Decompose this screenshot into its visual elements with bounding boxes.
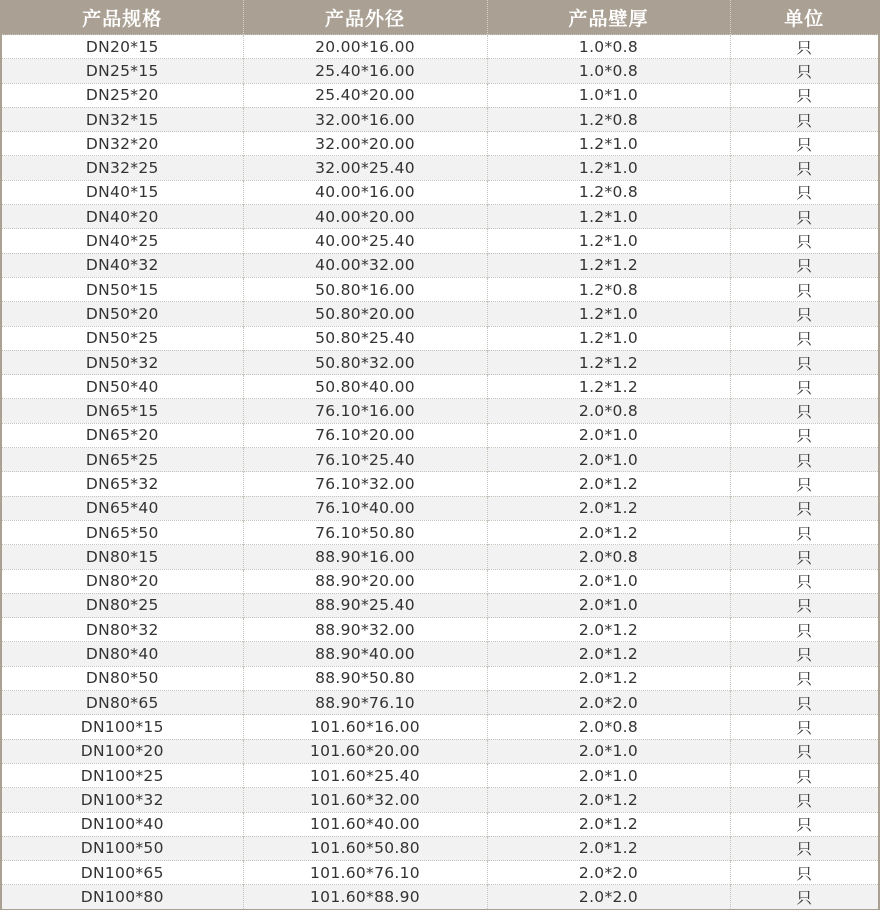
table-row <box>2 618 878 642</box>
cell-spec: DN100*40 <box>2 812 243 836</box>
cell-spec: DN100*50 <box>2 836 243 860</box>
cell-spec: DN50*20 <box>2 302 243 326</box>
header-unit: 单位 <box>730 0 878 35</box>
cell-unit: 只 <box>730 156 878 180</box>
cell-unit: 只 <box>730 59 878 83</box>
cell-outer-diameter: 101.60*25.40 <box>243 763 487 787</box>
table-row <box>2 691 878 715</box>
cell-outer-diameter: 76.10*20.00 <box>243 423 487 447</box>
cell-wall-thickness: 2.0*1.2 <box>487 618 730 642</box>
table-row <box>2 326 878 350</box>
table-row <box>2 763 878 787</box>
cell-spec: DN80*25 <box>2 593 243 617</box>
table-row <box>2 885 878 909</box>
table-row <box>2 59 878 83</box>
cell-outer-diameter: 76.10*25.40 <box>243 448 487 472</box>
cell-outer-diameter: 50.80*32.00 <box>243 350 487 374</box>
cell-outer-diameter: 101.60*76.10 <box>243 861 487 885</box>
cell-wall-thickness: 1.0*0.8 <box>487 59 730 83</box>
cell-spec: DN40*15 <box>2 180 243 204</box>
cell-unit: 只 <box>730 836 878 860</box>
cell-wall-thickness: 2.0*2.0 <box>487 691 730 715</box>
cell-outer-diameter: 50.80*40.00 <box>243 375 487 399</box>
cell-unit: 只 <box>730 253 878 277</box>
cell-spec: DN20*15 <box>2 35 243 59</box>
cell-unit: 只 <box>730 885 878 909</box>
cell-wall-thickness: 2.0*2.0 <box>487 861 730 885</box>
cell-spec: DN100*15 <box>2 715 243 739</box>
cell-unit: 只 <box>730 593 878 617</box>
table-row <box>2 375 878 399</box>
table-row <box>2 253 878 277</box>
cell-spec: DN100*32 <box>2 788 243 812</box>
cell-unit: 只 <box>730 618 878 642</box>
table-row <box>2 788 878 812</box>
cell-outer-diameter: 88.90*40.00 <box>243 642 487 666</box>
cell-wall-thickness: 2.0*1.2 <box>487 812 730 836</box>
table-row <box>2 156 878 180</box>
cell-wall-thickness: 2.0*0.8 <box>487 545 730 569</box>
cell-spec: DN32*20 <box>2 132 243 156</box>
cell-unit: 只 <box>730 229 878 253</box>
cell-spec: DN25*15 <box>2 59 243 83</box>
cell-outer-diameter: 50.80*20.00 <box>243 302 487 326</box>
table-row <box>2 715 878 739</box>
cell-spec: DN65*32 <box>2 472 243 496</box>
cell-wall-thickness: 2.0*1.0 <box>487 593 730 617</box>
cell-spec: DN40*25 <box>2 229 243 253</box>
cell-unit: 只 <box>730 180 878 204</box>
cell-unit: 只 <box>730 326 878 350</box>
cell-outer-diameter: 76.10*40.00 <box>243 496 487 520</box>
cell-wall-thickness: 1.0*0.8 <box>487 35 730 59</box>
header-outer-diameter: 产品外径 <box>243 0 487 35</box>
cell-outer-diameter: 101.60*50.80 <box>243 836 487 860</box>
cell-unit: 只 <box>730 448 878 472</box>
cell-spec: DN80*32 <box>2 618 243 642</box>
cell-spec: DN80*40 <box>2 642 243 666</box>
cell-outer-diameter: 40.00*25.40 <box>243 229 487 253</box>
cell-unit: 只 <box>730 423 878 447</box>
cell-wall-thickness: 2.0*1.0 <box>487 739 730 763</box>
header-row <box>2 0 878 35</box>
cell-spec: DN80*65 <box>2 691 243 715</box>
cell-spec: DN50*32 <box>2 350 243 374</box>
cell-outer-diameter: 76.10*16.00 <box>243 399 487 423</box>
cell-outer-diameter: 76.10*50.80 <box>243 520 487 544</box>
table-body <box>2 35 878 909</box>
cell-wall-thickness: 2.0*1.0 <box>487 763 730 787</box>
cell-outer-diameter: 25.40*20.00 <box>243 83 487 107</box>
cell-spec: DN32*15 <box>2 107 243 131</box>
table-row <box>2 132 878 156</box>
table-row <box>2 496 878 520</box>
cell-outer-diameter: 40.00*32.00 <box>243 253 487 277</box>
cell-spec: DN80*50 <box>2 666 243 690</box>
cell-wall-thickness: 1.2*1.0 <box>487 302 730 326</box>
cell-outer-diameter: 101.60*20.00 <box>243 739 487 763</box>
table-row <box>2 399 878 423</box>
cell-wall-thickness: 2.0*1.0 <box>487 569 730 593</box>
table-row <box>2 229 878 253</box>
cell-spec: DN50*40 <box>2 375 243 399</box>
cell-wall-thickness: 1.2*1.0 <box>487 156 730 180</box>
cell-wall-thickness: 2.0*1.2 <box>487 642 730 666</box>
cell-unit: 只 <box>730 861 878 885</box>
cell-outer-diameter: 25.40*16.00 <box>243 59 487 83</box>
cell-wall-thickness: 2.0*1.2 <box>487 788 730 812</box>
cell-unit: 只 <box>730 472 878 496</box>
cell-outer-diameter: 101.60*40.00 <box>243 812 487 836</box>
cell-unit: 只 <box>730 812 878 836</box>
table-row <box>2 666 878 690</box>
cell-unit: 只 <box>730 691 878 715</box>
cell-spec: DN65*50 <box>2 520 243 544</box>
cell-unit: 只 <box>730 545 878 569</box>
cell-wall-thickness: 1.2*1.2 <box>487 350 730 374</box>
cell-outer-diameter: 20.00*16.00 <box>243 35 487 59</box>
spec-table <box>2 0 878 909</box>
cell-unit: 只 <box>730 715 878 739</box>
cell-unit: 只 <box>730 642 878 666</box>
table-row <box>2 83 878 107</box>
cell-spec: DN25*20 <box>2 83 243 107</box>
header-wall-thickness: 产品壁厚 <box>487 0 730 35</box>
cell-wall-thickness: 1.2*1.0 <box>487 229 730 253</box>
cell-outer-diameter: 40.00*16.00 <box>243 180 487 204</box>
cell-wall-thickness: 2.0*1.2 <box>487 520 730 544</box>
table-row <box>2 520 878 544</box>
cell-unit: 只 <box>730 83 878 107</box>
cell-wall-thickness: 2.0*2.0 <box>487 885 730 909</box>
table-row <box>2 35 878 59</box>
cell-wall-thickness: 1.2*1.0 <box>487 132 730 156</box>
table-row <box>2 277 878 301</box>
cell-wall-thickness: 1.2*1.0 <box>487 205 730 229</box>
cell-wall-thickness: 1.2*1.0 <box>487 326 730 350</box>
cell-outer-diameter: 88.90*32.00 <box>243 618 487 642</box>
cell-wall-thickness: 2.0*0.8 <box>487 399 730 423</box>
cell-spec: DN32*25 <box>2 156 243 180</box>
cell-unit: 只 <box>730 569 878 593</box>
table-row <box>2 107 878 131</box>
table-row <box>2 739 878 763</box>
cell-wall-thickness: 2.0*1.2 <box>487 666 730 690</box>
table-row <box>2 569 878 593</box>
cell-outer-diameter: 32.00*20.00 <box>243 132 487 156</box>
cell-wall-thickness: 2.0*1.2 <box>487 836 730 860</box>
cell-wall-thickness: 1.2*0.8 <box>487 180 730 204</box>
table-row <box>2 861 878 885</box>
cell-wall-thickness: 2.0*1.2 <box>487 496 730 520</box>
cell-outer-diameter: 40.00*20.00 <box>243 205 487 229</box>
cell-spec: DN40*20 <box>2 205 243 229</box>
cell-outer-diameter: 101.60*32.00 <box>243 788 487 812</box>
table-row <box>2 423 878 447</box>
table-row <box>2 302 878 326</box>
cell-spec: DN40*32 <box>2 253 243 277</box>
cell-wall-thickness: 1.2*0.8 <box>487 107 730 131</box>
cell-spec: DN100*25 <box>2 763 243 787</box>
cell-wall-thickness: 1.2*0.8 <box>487 277 730 301</box>
cell-outer-diameter: 50.80*25.40 <box>243 326 487 350</box>
cell-spec: DN80*20 <box>2 569 243 593</box>
cell-spec: DN50*15 <box>2 277 243 301</box>
cell-outer-diameter: 101.60*16.00 <box>243 715 487 739</box>
cell-spec: DN65*20 <box>2 423 243 447</box>
cell-wall-thickness: 1.0*1.0 <box>487 83 730 107</box>
cell-unit: 只 <box>730 375 878 399</box>
cell-outer-diameter: 88.90*20.00 <box>243 569 487 593</box>
table-row <box>2 180 878 204</box>
cell-spec: DN50*25 <box>2 326 243 350</box>
cell-outer-diameter: 88.90*25.40 <box>243 593 487 617</box>
cell-unit: 只 <box>730 666 878 690</box>
cell-spec: DN100*20 <box>2 739 243 763</box>
table-row <box>2 836 878 860</box>
table-row <box>2 545 878 569</box>
cell-outer-diameter: 76.10*32.00 <box>243 472 487 496</box>
cell-unit: 只 <box>730 763 878 787</box>
header-spec: 产品规格 <box>2 0 243 35</box>
cell-unit: 只 <box>730 35 878 59</box>
cell-wall-thickness: 2.0*1.0 <box>487 423 730 447</box>
cell-unit: 只 <box>730 107 878 131</box>
cell-wall-thickness: 1.2*1.2 <box>487 253 730 277</box>
cell-wall-thickness: 1.2*1.2 <box>487 375 730 399</box>
cell-unit: 只 <box>730 132 878 156</box>
cell-outer-diameter: 32.00*16.00 <box>243 107 487 131</box>
cell-outer-diameter: 32.00*25.40 <box>243 156 487 180</box>
cell-spec: DN65*25 <box>2 448 243 472</box>
table-row <box>2 812 878 836</box>
cell-spec: DN65*40 <box>2 496 243 520</box>
cell-unit: 只 <box>730 788 878 812</box>
cell-spec: DN100*80 <box>2 885 243 909</box>
cell-outer-diameter: 101.60*88.90 <box>243 885 487 909</box>
cell-outer-diameter: 50.80*16.00 <box>243 277 487 301</box>
table-row <box>2 350 878 374</box>
cell-unit: 只 <box>730 277 878 301</box>
table-row <box>2 205 878 229</box>
cell-unit: 只 <box>730 520 878 544</box>
table-row <box>2 448 878 472</box>
cell-spec: DN65*15 <box>2 399 243 423</box>
cell-unit: 只 <box>730 399 878 423</box>
table-header <box>2 0 878 35</box>
cell-outer-diameter: 88.90*16.00 <box>243 545 487 569</box>
cell-outer-diameter: 88.90*76.10 <box>243 691 487 715</box>
cell-unit: 只 <box>730 350 878 374</box>
cell-outer-diameter: 88.90*50.80 <box>243 666 487 690</box>
cell-spec: DN80*15 <box>2 545 243 569</box>
table-row <box>2 593 878 617</box>
cell-wall-thickness: 2.0*1.2 <box>487 472 730 496</box>
cell-unit: 只 <box>730 205 878 229</box>
cell-spec: DN100*65 <box>2 861 243 885</box>
table-row <box>2 642 878 666</box>
cell-unit: 只 <box>730 496 878 520</box>
cell-unit: 只 <box>730 302 878 326</box>
cell-wall-thickness: 2.0*1.0 <box>487 448 730 472</box>
cell-unit: 只 <box>730 739 878 763</box>
table-row <box>2 472 878 496</box>
cell-wall-thickness: 2.0*0.8 <box>487 715 730 739</box>
